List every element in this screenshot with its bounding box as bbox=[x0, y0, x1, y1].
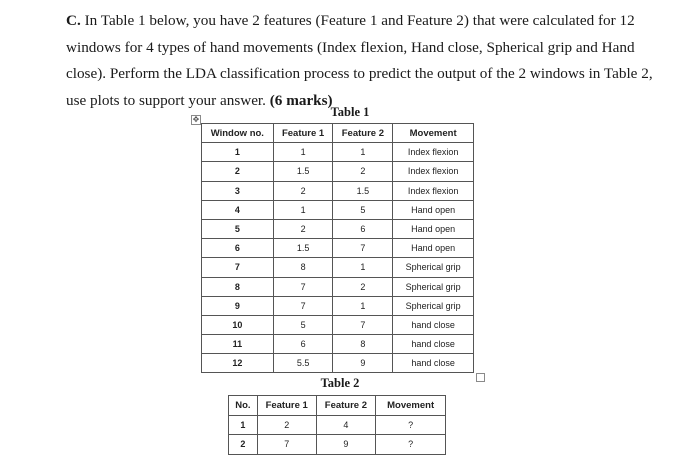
table1-cell-feature1: 2 bbox=[273, 181, 333, 200]
table2-cell-feature2: 9 bbox=[316, 435, 376, 455]
table2-caption: Table 2 bbox=[320, 376, 360, 390]
table2-cell-feature1: 2 bbox=[257, 415, 316, 435]
table2-cell-no: 2 bbox=[229, 435, 258, 455]
table1-header-movement: Movement bbox=[393, 124, 474, 143]
table-row bbox=[202, 181, 474, 200]
table1-cell-no: 8 bbox=[202, 277, 274, 296]
table-row bbox=[202, 335, 474, 354]
table1-cell-no: 4 bbox=[202, 200, 274, 219]
table2-header-no: No. bbox=[229, 396, 258, 416]
table2-body bbox=[229, 415, 446, 454]
table-row bbox=[202, 258, 474, 277]
table1-cell-movement: Index flexion bbox=[393, 181, 474, 200]
question-text bbox=[66, 8, 676, 114]
table1-body bbox=[202, 143, 474, 373]
table2-cell-no: 1 bbox=[229, 415, 258, 435]
table1-cell-feature1: 5 bbox=[273, 315, 333, 334]
table2-header-movement: Movement bbox=[376, 396, 446, 416]
table1-cell-feature1: 2 bbox=[273, 219, 333, 238]
table-row bbox=[202, 277, 474, 296]
table1-cell-movement: Hand open bbox=[393, 219, 474, 238]
table2-cell-feature1: 7 bbox=[257, 435, 316, 455]
table1-cell-movement: Spherical grip bbox=[393, 277, 474, 296]
table1-cell-feature2: 1 bbox=[333, 143, 393, 162]
table-row bbox=[229, 435, 446, 455]
table-row bbox=[202, 239, 474, 258]
table1-header-row bbox=[202, 124, 474, 143]
question-label: C. bbox=[66, 12, 81, 29]
table1-cell-feature1: 7 bbox=[273, 277, 333, 296]
table-row bbox=[202, 315, 474, 334]
question-body: In Table 1 below, you have 2 features (Feature 1 and Feature 2) that were calculated for 12 windows for 4 types of hand movements (Index flexion, Hand close, Spherical grip and Hand close). Perform the LDA classification process to predict the output of the 2 windows in Table 2, use plots to support your answer. bbox=[66, 12, 653, 109]
table1-cell-movement: Index flexion bbox=[393, 143, 474, 162]
table-row bbox=[202, 219, 474, 238]
table1-cell-movement: Hand open bbox=[393, 200, 474, 219]
table2-header-feature1: Feature 1 bbox=[257, 396, 316, 416]
table1-cell-movement: Spherical grip bbox=[393, 258, 474, 277]
table1-cell-feature1: 1 bbox=[273, 200, 333, 219]
table-move-handle-icon[interactable]: ✥ bbox=[192, 115, 200, 124]
table1-cell-feature2: 7 bbox=[333, 315, 393, 334]
table1-cell-feature1: 6 bbox=[273, 335, 333, 354]
table-row bbox=[202, 162, 474, 181]
table1-cell-feature1: 5.5 bbox=[273, 354, 333, 373]
table-row bbox=[202, 200, 474, 219]
table1-cell-movement: hand close bbox=[393, 354, 474, 373]
table1-cell-no: 2 bbox=[202, 162, 274, 181]
table1-cell-feature2: 7 bbox=[333, 239, 393, 258]
question-marks: (6 marks) bbox=[269, 91, 333, 109]
table1-header-feature1: Feature 1 bbox=[273, 124, 333, 143]
table1-cell-movement: Hand open bbox=[393, 239, 474, 258]
table1-cell-movement: hand close bbox=[393, 315, 474, 334]
table1-header-feature2: Feature 2 bbox=[333, 124, 393, 143]
table1-cell-no: 1 bbox=[202, 143, 274, 162]
table1-cell-feature2: 9 bbox=[333, 354, 393, 373]
table1-cell-no: 5 bbox=[202, 219, 274, 238]
table2 bbox=[228, 395, 446, 455]
table1-cell-feature2: 5 bbox=[333, 200, 393, 219]
table1-caption: Table 1 bbox=[330, 105, 370, 119]
table2-header-row bbox=[229, 396, 446, 416]
table2-cell-movement: ? bbox=[376, 435, 446, 455]
table-row bbox=[202, 143, 474, 162]
table1-cell-feature1: 1 bbox=[273, 143, 333, 162]
table1-cell-feature2: 6 bbox=[333, 219, 393, 238]
table1-cell-no: 12 bbox=[202, 354, 274, 373]
table1-cell-feature1: 1.5 bbox=[273, 162, 333, 181]
table1-cell-feature2: 8 bbox=[333, 335, 393, 354]
table1-cell-feature1: 8 bbox=[273, 258, 333, 277]
table1-cell-no: 9 bbox=[202, 296, 274, 315]
table-row bbox=[202, 296, 474, 315]
table1-cell-movement: hand close bbox=[393, 335, 474, 354]
table1-cell-no: 10 bbox=[202, 315, 274, 334]
table1-cell-feature2: 2 bbox=[333, 162, 393, 181]
table1-cell-feature2: 1.5 bbox=[333, 181, 393, 200]
table2-cell-feature2: 4 bbox=[316, 415, 376, 435]
table1-cell-feature2: 1 bbox=[333, 258, 393, 277]
table1-cell-feature2: 1 bbox=[333, 296, 393, 315]
table1 bbox=[201, 123, 474, 373]
table1-cell-feature2: 2 bbox=[333, 277, 393, 296]
table-row bbox=[202, 354, 474, 373]
table-row bbox=[229, 415, 446, 435]
table1-cell-no: 11 bbox=[202, 335, 274, 354]
table-resize-handle-icon[interactable] bbox=[476, 373, 485, 382]
table1-cell-movement: Index flexion bbox=[393, 162, 474, 181]
table1-cell-feature1: 7 bbox=[273, 296, 333, 315]
table1-cell-no: 3 bbox=[202, 181, 274, 200]
table2-header-feature2: Feature 2 bbox=[316, 396, 376, 416]
table1-cell-no: 6 bbox=[202, 239, 274, 258]
table1-cell-feature1: 1.5 bbox=[273, 239, 333, 258]
table1-header-window: Window no. bbox=[202, 124, 274, 143]
table2-cell-movement: ? bbox=[376, 415, 446, 435]
table1-cell-no: 7 bbox=[202, 258, 274, 277]
table1-cell-movement: Spherical grip bbox=[393, 296, 474, 315]
